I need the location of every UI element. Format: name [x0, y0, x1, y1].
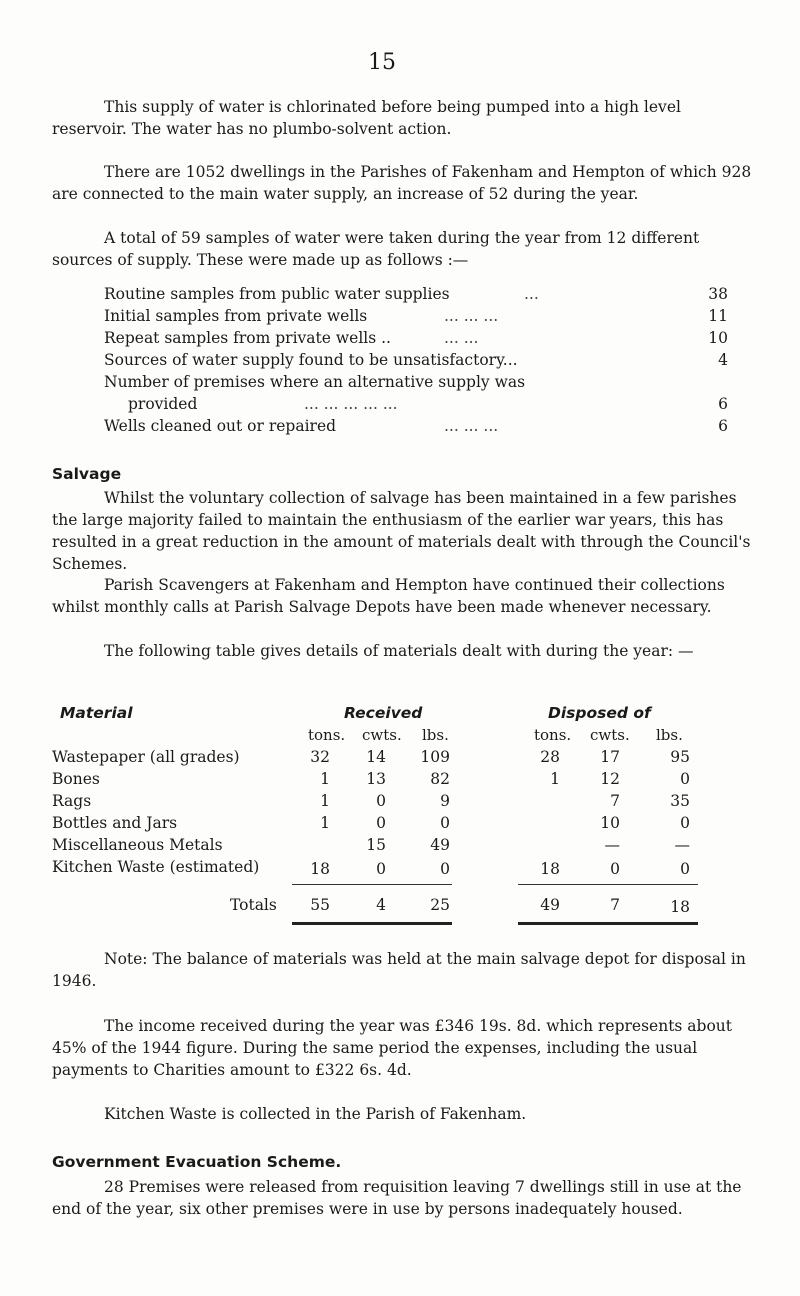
table-cell: 95	[670, 748, 690, 766]
table-cell: 14	[366, 748, 386, 766]
unit-label: cwts.	[362, 726, 402, 744]
paragraph-dwellings: There are 1052 dwellings in the Parishes of Fakenham and Hempton of which 928 are connected to the main water supply, an increase of 52 during the year.	[52, 163, 752, 203]
sample-value: 6	[718, 417, 728, 435]
table-cell: 17	[600, 748, 620, 766]
table-cell: 0	[440, 814, 450, 832]
leader-dots: ... ... ...	[444, 417, 499, 435]
table-cell: 82	[430, 770, 450, 788]
samples-list	[104, 283, 744, 437]
total-cell: 25	[430, 896, 450, 914]
total-cell: 49	[540, 896, 560, 914]
page-number: 15	[368, 50, 396, 75]
section-heading-evacuation: Government Evacuation Scheme.	[52, 1153, 342, 1171]
unit-label: lbs.	[422, 726, 449, 744]
sample-label: Number of premises where an alternative supply was	[104, 373, 526, 391]
leader-dots: ... ... ...	[444, 307, 499, 325]
table-cell: 0	[440, 860, 450, 878]
leader-dots: ...	[524, 285, 539, 303]
list-item	[104, 349, 744, 371]
table-cell: 9	[440, 792, 450, 810]
table-row-material: Miscellaneous Metals	[52, 836, 223, 854]
sample-value: 4	[718, 351, 728, 369]
rule-received-top	[292, 884, 452, 885]
table-cell: 10	[600, 814, 620, 832]
leader-dots: ... ...	[444, 329, 479, 347]
totals-label: Totals	[230, 896, 277, 914]
table-cell: 18	[310, 860, 330, 878]
table-cell: 1	[320, 770, 330, 788]
table-cell: 35	[670, 792, 690, 810]
sample-value: 6	[718, 395, 728, 413]
list-item	[104, 393, 744, 415]
paragraph-kitchen-waste: Kitchen Waste is collected in the Parish of Fakenham.	[104, 1105, 527, 1123]
column-header-disposed: Disposed of	[548, 704, 651, 722]
paragraph-samples-intro: A total of 59 samples of water were taken during the year from 12 different sources of supply. These were made up as follows :—	[52, 229, 700, 269]
rule-received-bottom	[292, 922, 452, 925]
table-row-material: Bones	[52, 770, 100, 788]
table-cell: 0	[680, 770, 690, 788]
list-item	[104, 283, 744, 305]
section-heading-salvage: Salvage	[52, 465, 122, 483]
rule-disposed-bottom	[518, 922, 698, 925]
unit-label: tons.	[308, 726, 346, 744]
table-cell: 18	[540, 860, 560, 878]
rule-disposed-top	[518, 884, 698, 885]
table-cell: 1	[550, 770, 560, 788]
paragraph-scavengers: Parish Scavengers at Fakenham and Hempton have continued their collections whilst monthly calls at Parish Salvage Depots have been made whenever necessary.	[52, 576, 725, 616]
paragraph-chlorination: This supply of water is chlorinated before being pumped into a high level reservoir. The water has no plumbo-solvent action.	[52, 98, 681, 138]
list-item	[104, 327, 744, 349]
table-row-material: Wastepaper (all grades)	[52, 748, 240, 766]
total-cell: 55	[310, 896, 330, 914]
table-cell: 15	[366, 836, 386, 854]
table-row-material: Kitchen Waste (estimated)	[52, 858, 260, 876]
sample-value: 38	[708, 285, 728, 303]
table-cell: 12	[600, 770, 620, 788]
table-cell: 1	[320, 814, 330, 832]
table-row-material: Bottles and Jars	[52, 814, 178, 832]
table-row-material: Rags	[52, 792, 92, 810]
column-header-material: Material	[60, 704, 133, 722]
total-cell: 4	[376, 896, 386, 914]
column-header-received: Received	[344, 704, 423, 722]
table-cell: —	[674, 836, 690, 854]
sample-label: provided	[128, 395, 198, 413]
total-cell: 18	[670, 898, 690, 916]
paragraph-table-intro: The following table gives details of materials dealt with during the year: —	[104, 642, 694, 660]
sample-label: Initial samples from private wells	[104, 307, 368, 325]
paragraph-note: Note: The balance of materials was held at the main salvage depot for disposal in 1946.	[52, 950, 746, 990]
sample-label: Repeat samples from private wells ..	[104, 329, 391, 347]
table-cell: 109	[420, 748, 450, 766]
paragraph-evacuation: 28 Premises were released from requisition leaving 7 dwellings still in use at the end of the year, six other premises were in use by persons inadequately housed.	[52, 1178, 742, 1218]
list-item	[104, 305, 744, 327]
list-item	[104, 415, 744, 437]
table-cell: 0	[680, 814, 690, 832]
paragraph-voluntary-collection: Whilst the voluntary collection of salvage has been maintained in a few parishes the large majority failed to maintain the enthusiasm of the earlier war years, this has resulted in a great reduction in the amount of materials dealt with through the Council's Schemes.	[52, 489, 751, 573]
total-cell: 7	[610, 896, 620, 914]
list-item	[104, 371, 744, 393]
table-cell: 0	[376, 814, 386, 832]
table-cell: 0	[680, 860, 690, 878]
table-cell: 7	[610, 792, 620, 810]
paragraph-income: The income received during the year was £346 19s. 8d. which represents about 45% of the 1944 figure. During the same period the expenses, including the usual payments to Charities amount to £322 6s. 4d.	[52, 1017, 733, 1079]
table-cell: 1	[320, 792, 330, 810]
leader-dots: ... ... ... ... ...	[304, 395, 398, 413]
sample-label: Sources of water supply found to be unsatisfactory...	[104, 351, 518, 369]
table-cell: 0	[376, 792, 386, 810]
unit-label: tons.	[534, 726, 572, 744]
sample-value: 11	[708, 307, 728, 325]
unit-label: cwts.	[590, 726, 630, 744]
unit-label: lbs.	[656, 726, 683, 744]
table-cell: 0	[376, 860, 386, 878]
table-cell: 13	[366, 770, 386, 788]
table-cell: —	[604, 836, 620, 854]
sample-value: 10	[708, 329, 728, 347]
sample-label: Wells cleaned out or repaired	[104, 417, 337, 435]
table-cell: 28	[540, 748, 560, 766]
table-cell: 32	[310, 748, 330, 766]
table-cell: 49	[430, 836, 450, 854]
sample-label: Routine samples from public water supplies	[104, 285, 450, 303]
table-cell: 0	[610, 860, 620, 878]
